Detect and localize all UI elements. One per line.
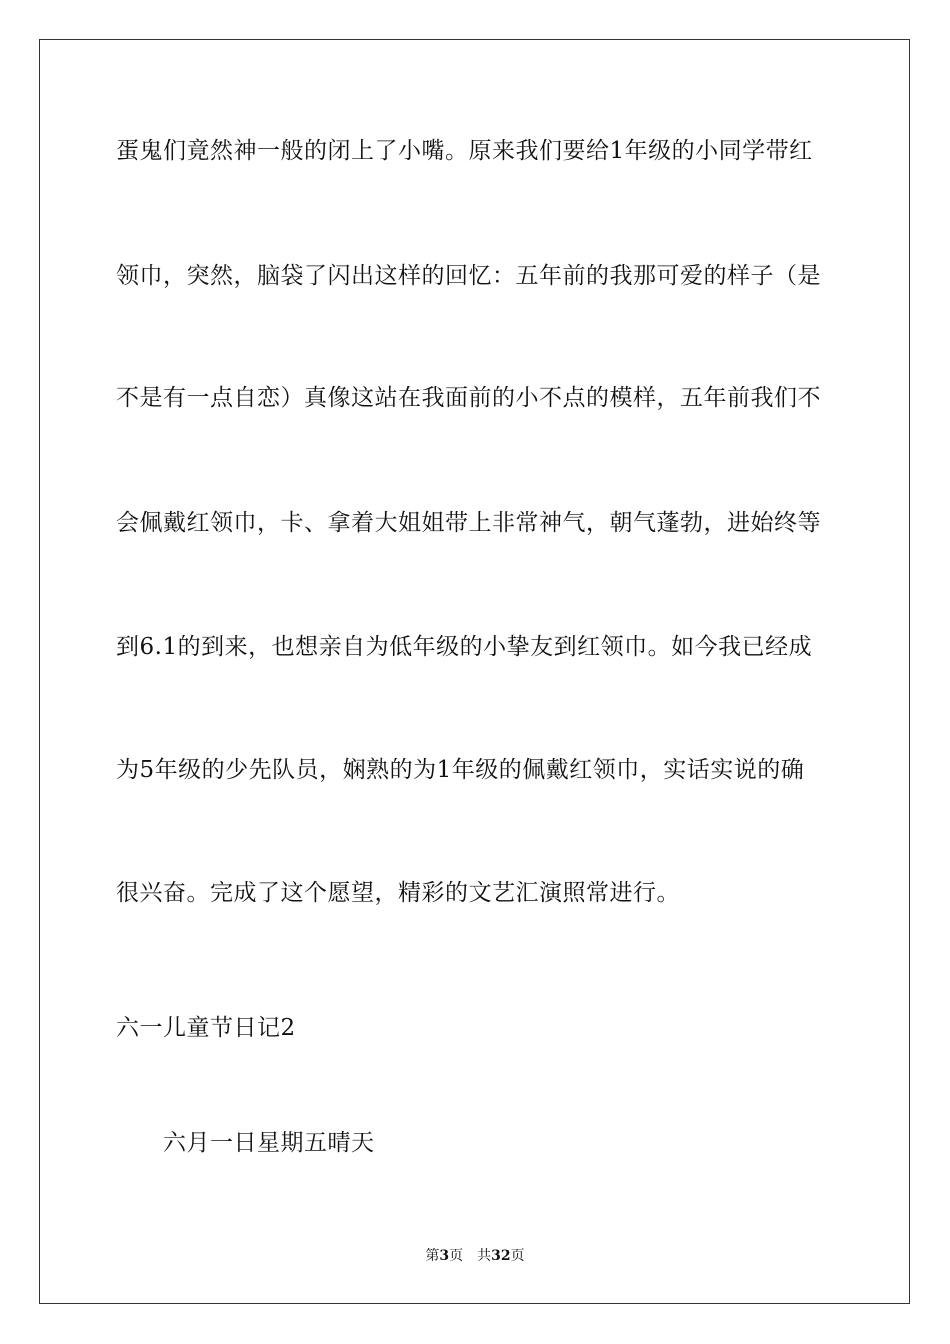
page-footer [0,1247,950,1265]
paragraph-line: 到6.1的到来，也想亲自为低年级的小挚友到红领巾。如今我已经成 [116,634,813,660]
page-frame [39,39,910,1304]
section-heading: 六一儿童节日记2 [116,1015,296,1041]
total-suffix: 页 [510,1248,525,1264]
paragraph-line: 很兴奋。完成了这个愿望，精彩的文艺汇演照常进行。 [116,880,680,906]
paragraph-line: 领巾，突然，脑袋了闪出这样的回忆：五年前的我那可爱的样子（是 [116,263,821,289]
paragraph-line: 为5年级的少先队员，娴熟的为1年级的佩戴红领巾，实话实说的确 [116,757,805,783]
page-number: 3 [439,1248,450,1264]
total-pages: 32 [491,1248,511,1264]
page-prefix: 第 [425,1248,440,1264]
paragraph-line: 不是有一点自恋）真像这站在我面前的小不点的模样，五年前我们不 [116,385,821,411]
paragraph-line: 会佩戴红领巾，卡、拿着大姐姐带上非常神气，朝气蓬勃，进始终等 [116,510,821,536]
page-suffix: 页 [449,1248,464,1264]
date-line: 六月一日星期五晴天 [163,1130,375,1156]
paragraph-line: 蛋鬼们竟然神一般的闭上了小嘴。原来我们要给1年级的小同学带红 [116,138,813,164]
total-prefix: 共 [477,1248,492,1264]
